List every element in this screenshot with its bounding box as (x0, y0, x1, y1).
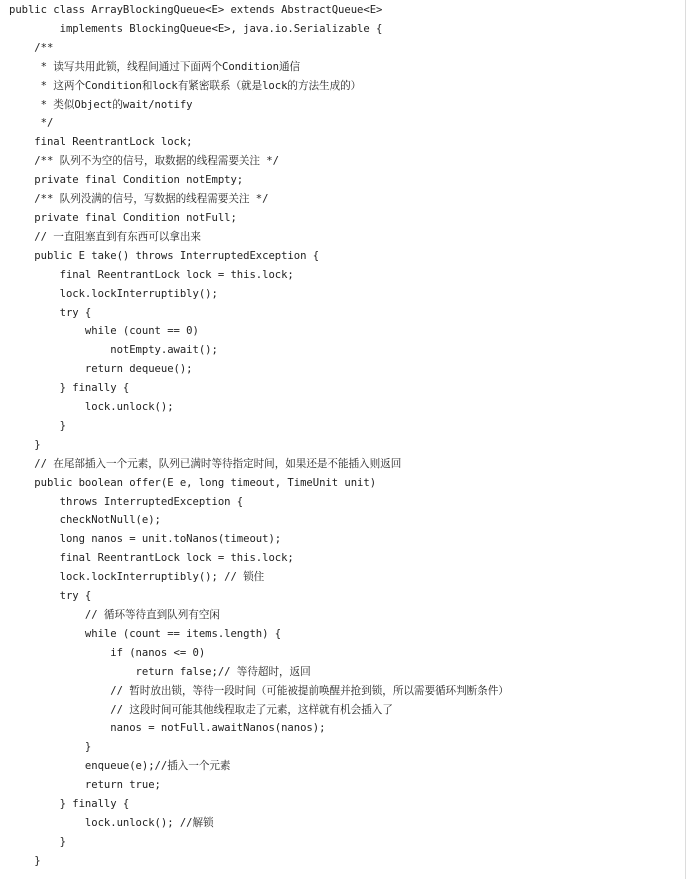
code-line: while (count == items.length) { (9, 627, 282, 640)
code-line: // 暂时放出锁，等待一段时间（可能被提前唤醒并抢到锁，所以需要循环判断条件） (9, 684, 509, 697)
code-line: * 这两个Condition和lock有紧密联系（就是lock的方法生成的） (9, 79, 362, 92)
code-line: /** 队列不为空的信号，取数据的线程需要关注 */ (9, 155, 279, 168)
code-line: return false;// 等待超时，返回 (9, 665, 311, 678)
code-line: nanos = notFull.awaitNanos(nanos); (9, 722, 326, 735)
code-line: } (9, 854, 41, 867)
code-line: implements BlockingQueue<E>, java.io.Serializable { (9, 22, 383, 35)
code-line: lock.unlock(); //解锁 (9, 816, 214, 829)
code-line: if (nanos <= 0) (9, 646, 206, 659)
code-line: /** (9, 41, 54, 54)
code-lines (9, 1, 509, 871)
code-line: lock.lockInterruptibly(); (9, 287, 218, 300)
code-line: // 一直阻塞直到有东西可以拿出来 (9, 230, 201, 243)
code-line: throws InterruptedException { (9, 495, 244, 508)
code-line: notEmpty.await(); (9, 344, 218, 357)
code-line: lock.lockInterruptibly(); // 锁住 (9, 571, 265, 584)
code-line: // 在尾部插入一个元素，队列已满时等待指定时间，如果还是不能插入则返回 (9, 457, 402, 470)
code-line: */ (9, 117, 54, 130)
code-line: final ReentrantLock lock; (9, 136, 193, 149)
code-line: } (9, 438, 41, 451)
code-line: /** 队列没满的信号，写数据的线程需要关注 */ (9, 193, 269, 206)
code-line: long nanos = unit.toNanos(timeout); (9, 533, 282, 546)
code-line: return dequeue(); (9, 363, 193, 376)
code-line: public E take() throws InterruptedException { (9, 249, 320, 262)
code-line: } finally { (9, 798, 130, 811)
code-line: final ReentrantLock lock = this.lock; (9, 268, 294, 281)
code-line: } (9, 835, 66, 848)
code-line: } (9, 741, 92, 754)
code-line: while (count == 0) (9, 325, 199, 338)
code-line: lock.unlock(); (9, 401, 174, 414)
code-line: return true; (9, 779, 161, 792)
code-line: checkNotNull(e); (9, 514, 161, 527)
code-line: public class ArrayBlockingQueue<E> extends AbstractQueue<E> (9, 4, 383, 16)
code-line: enqueue(e);//插入一个元素 (9, 760, 231, 773)
code-line: * 读写共用此锁，线程间通过下面两个Condition通信 (9, 60, 301, 73)
code-line: } finally { (9, 382, 130, 395)
code-line: public boolean offer(E e, long timeout, TimeUnit unit) (9, 476, 377, 489)
code-line: try { (9, 306, 92, 319)
code-line: try { (9, 590, 92, 603)
code-line: } (9, 419, 66, 432)
code-line: // 这段时间可能其他线程取走了元素，这样就有机会插入了 (9, 703, 393, 716)
code-line: private final Condition notEmpty; (9, 174, 244, 187)
code-line: private final Condition notFull; (9, 211, 237, 224)
code-line: // 循环等待直到队列有空闲 (9, 609, 220, 621)
code-line: * 类似Object的wait/notify (9, 98, 193, 111)
code-line: final ReentrantLock lock = this.lock; (9, 552, 294, 565)
